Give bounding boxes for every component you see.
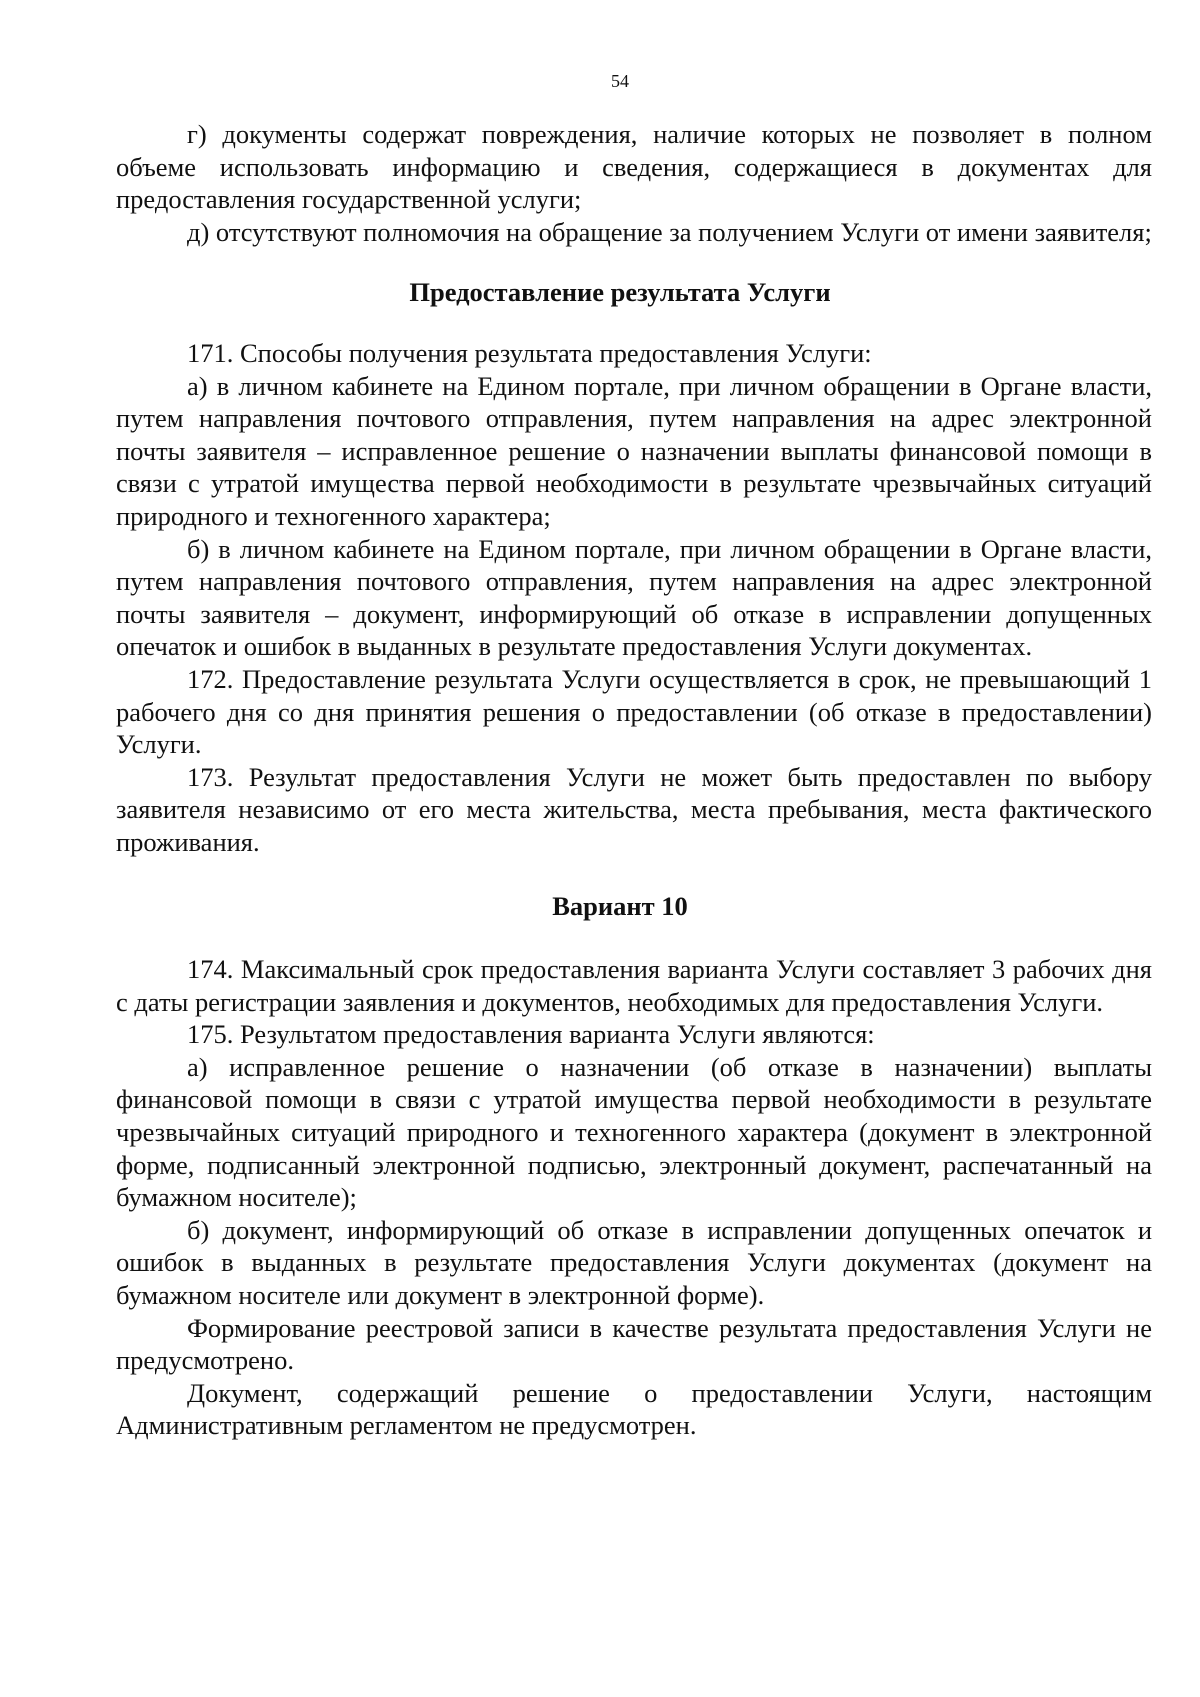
- paragraph-decision-document: Документ, содержащий решение о предоставлении Услуги, настоящим Административным регламентом не предусмотрен.: [116, 1377, 1152, 1441]
- paragraph-171-b: б) в личном кабинете на Едином портале, при личном обращении в Органе власти, путем направления почтового отправления, путем направления на адрес электронной почты заявителя – документ, информирующий об отказе в исправлении допущенных опечаток и ошибок в выданных в результате предоставления Услуги документах.: [116, 533, 1152, 662]
- paragraph-173: 173. Результат предоставления Услуги не может быть предоставлен по выбору заявителя независимо от его места жительства, места пребывания, места фактического проживания.: [116, 761, 1152, 857]
- paragraph-175-a: а) исправленное решение о назначении (об отказе в назначении) выплаты финансовой помощи в связи с утратой имущества первой необходимости в результате чрезвычайных ситуаций природного и техногенного характера (документ в электронной форме, подписанный электронной подписью, электронный документ, распечатанный на бумажном носителе);: [116, 1051, 1152, 1213]
- paragraph-item-d: д) отсутствуют полномочия на обращение за получением Услуги от имени заявителя;: [187, 216, 1152, 247]
- spacer: [116, 248, 1152, 276]
- spacer: [116, 923, 1152, 953]
- page-number: 54: [611, 71, 629, 91]
- paragraph-171: 171. Способы получения результата предоставления Услуги:: [187, 337, 872, 368]
- spacer: [116, 858, 1152, 890]
- paragraph-171-a: а) в личном кабинете на Едином портале, при личном обращении в Органе власти, путем направления почтового отправления, путем направления на адрес электронной почты заявителя – исправленное решение о назначении выплаты финансовой помощи в связи с утратой имущества первой необходимости в результате чрезвычайных ситуаций природного и техногенного характера;: [116, 370, 1152, 531]
- paragraph-registry-record: Формирование реестровой записи в качестве результата предоставления Услуги не предусмотрено.: [116, 1312, 1152, 1376]
- paragraph-item-g: г) документы содержат повреждения, наличие которых не позволяет в полном объеме использовать информацию и сведения, содержащиеся в документах для предоставления государственной услуги;: [116, 119, 1152, 215]
- paragraph-174: 174. Максимальный срок предоставления варианта Услуги составляет 3 рабочих дня с даты регистрации заявления и документов, необходимых для предоставления Услуги.: [116, 954, 1152, 1017]
- paragraph-175: 175. Результатом предоставления варианта Услуги являются:: [187, 1019, 875, 1050]
- spacer: [116, 309, 1152, 337]
- section-heading-variant-10: Вариант 10: [552, 891, 688, 922]
- paragraph-175-b: б) документ, информирующий об отказе в исправлении допущенных опечаток и ошибок в выданных в результате предоставления Услуги документах (документ на бумажном носителе или документ в электронной форме).: [116, 1214, 1152, 1310]
- section-heading-result: Предоставление результата Услуги: [409, 277, 831, 308]
- paragraph-172: 172. Предоставление результата Услуги осуществляется в срок, не превышающий 1 рабочего дня со дня принятия решения о предоставлении (об отказе в предоставлении) Услуги.: [116, 663, 1152, 760]
